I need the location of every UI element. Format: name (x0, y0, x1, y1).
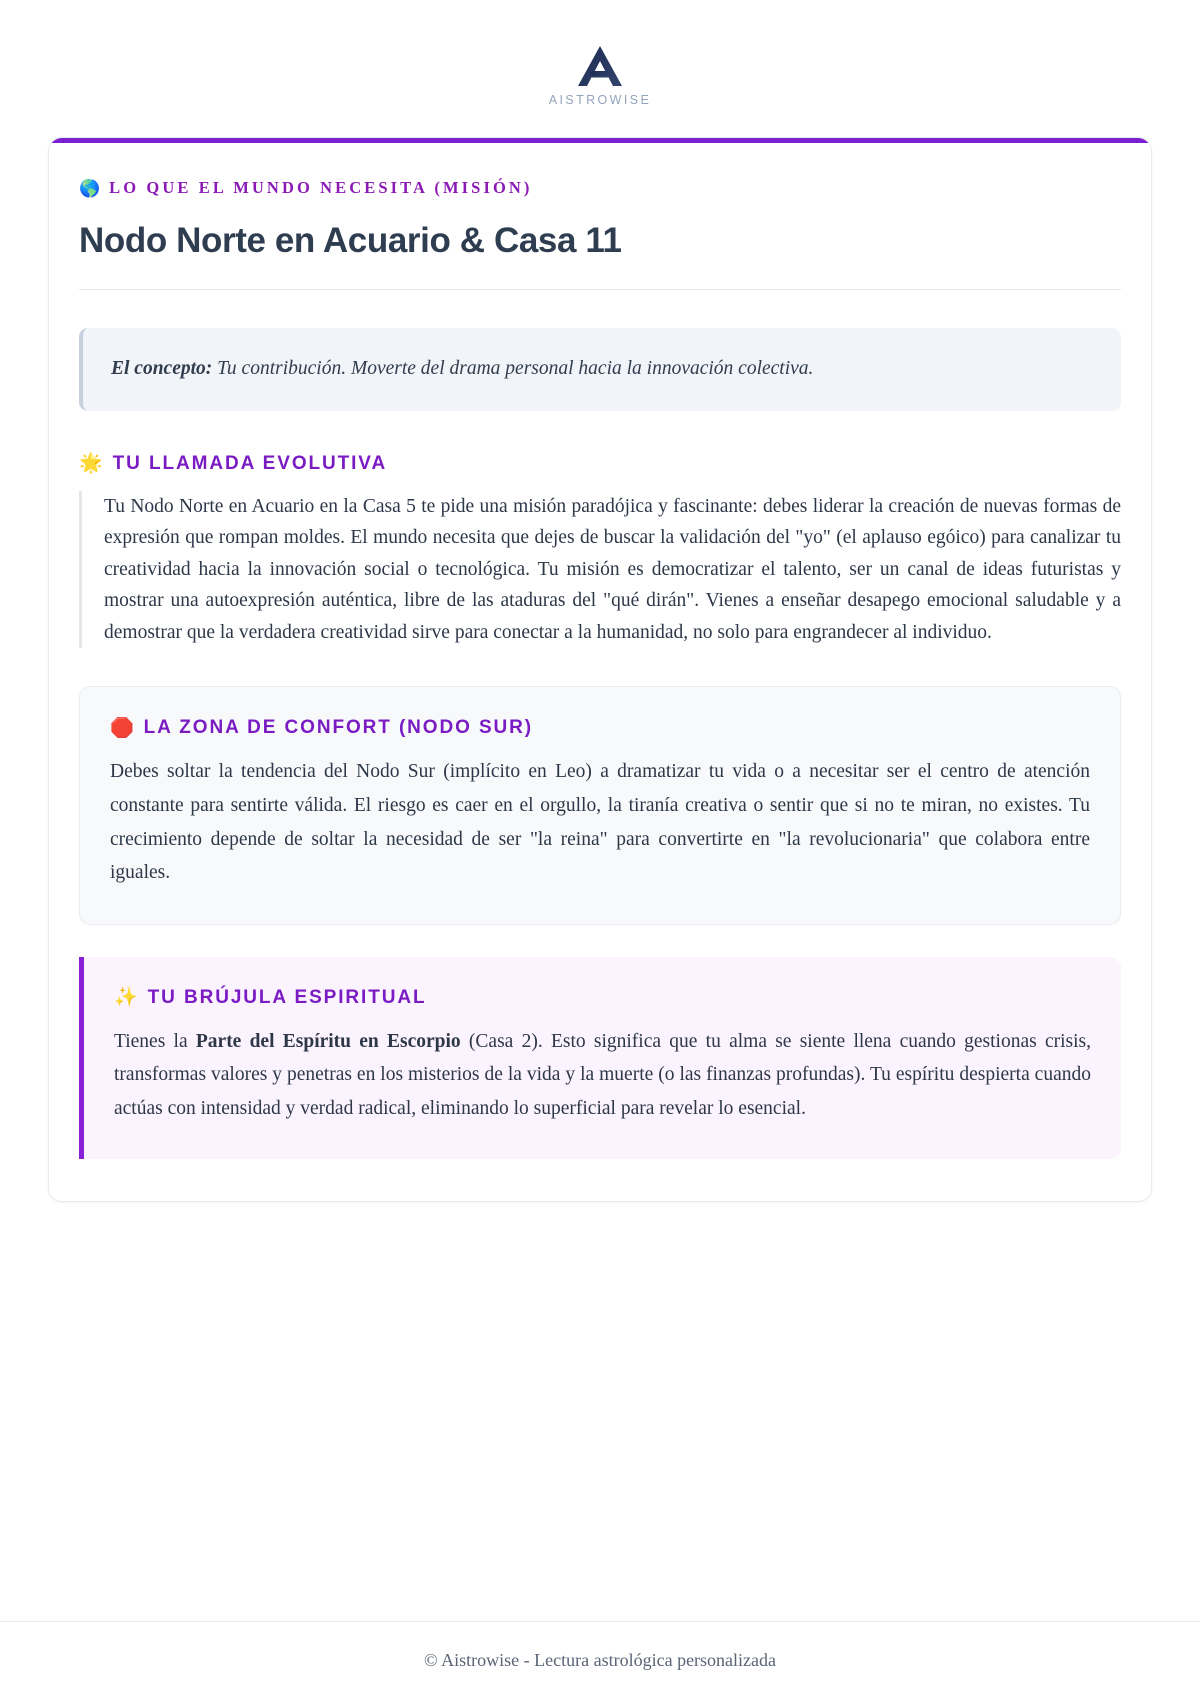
section-heading (114, 987, 1091, 1009)
reading-card (48, 137, 1152, 1202)
section-evolutionary-call (79, 453, 1121, 649)
concept-text (111, 354, 1093, 383)
section-title: LA ZONA DE CONFORT (NODO SUR) (143, 717, 534, 739)
section-spiritual-compass (79, 957, 1121, 1160)
eyebrow-label: LO QUE EL MUNDO NECESITA (MISIÓN) (109, 178, 533, 197)
concept-body: Tu contribución. Moverte del drama personal hacia la innovación colectiva. (217, 358, 814, 380)
card-container (0, 137, 1200, 1621)
globe-icon: 🌎 (79, 178, 101, 198)
brand-wordmark: AISTROWISE (548, 93, 652, 107)
letter-a-logo-icon (574, 44, 626, 88)
section-heading (79, 453, 1121, 475)
sparkles-icon: ✨ (114, 987, 138, 1009)
section-title: TU LLAMADA EVOLUTIVA (112, 452, 388, 474)
body-prefix: Tienes la (114, 1030, 196, 1052)
section-heading (110, 717, 1090, 739)
body-emphasis: Parte del Espíritu en Escorpio (195, 1030, 461, 1052)
section-body: Tu Nodo Norte en Acuario en la Casa 5 te pide una misión paradójica y fascinante: debes liderar la creación de nuevas formas de expresión que rompan moldes. El mundo necesita que dejes de buscar la validación del "yo" (el aplauso egóico) para canalizar tu creatividad hacia la innovación social o tecnológica. Tu misión es democratizar el talento, ser un canal de ideas futuristas y mostrar una autoexpresión auténtica, libre de las ataduras del "qué dirán". Vienes a enseñar desapego emocional saludable y a demostrar que la verdadera creatividad sirve para conectar a la humanidad, no solo para engrandecer al individuo. (104, 495, 1121, 643)
section-title: TU BRÚJULA ESPIRITUAL (147, 986, 427, 1008)
footer-text: © Aistrowise - Lectura astrológica personalizada (423, 1650, 777, 1670)
brand-header (0, 0, 1200, 137)
page-footer (0, 1621, 1200, 1697)
body-suffix: (Casa 2). Esto significa que tu alma se siente llena cuando gestionas crisis, transformas valores y penetras en los misterios de la vida y la muerte (o las finanzas profundas). Tu espíritu despierta cuando actúas con intensidad y verdad radical, eliminando lo superficial para revelar lo esencial. (114, 1030, 1091, 1119)
section-body (114, 1025, 1091, 1126)
glowing-star-icon: 🌟 (79, 453, 103, 475)
section-eyebrow (79, 178, 1121, 198)
section-comfort-zone (79, 686, 1121, 924)
page-title: Nodo Norte en Acuario & Casa 11 (79, 221, 622, 260)
stop-sign-icon: 🛑 (110, 717, 134, 739)
concept-label: El concepto: (111, 358, 213, 380)
title-divider (79, 289, 1121, 290)
section-body-block (79, 491, 1121, 649)
section-body: Debes soltar la tendencia del Nodo Sur (implícito en Leo) a dramatizar tu vida o a necesitar ser el centro de atención constante para sentirte válida. El riesgo es caer en el orgullo, la tiranía creativa o sentir que si no te miran, no existes. Tu crecimiento depende de soltar la necesidad de ser "la reina" para convertirte en "la revolucionaria" que colabora entre iguales. (110, 761, 1090, 884)
concept-callout (79, 328, 1121, 410)
